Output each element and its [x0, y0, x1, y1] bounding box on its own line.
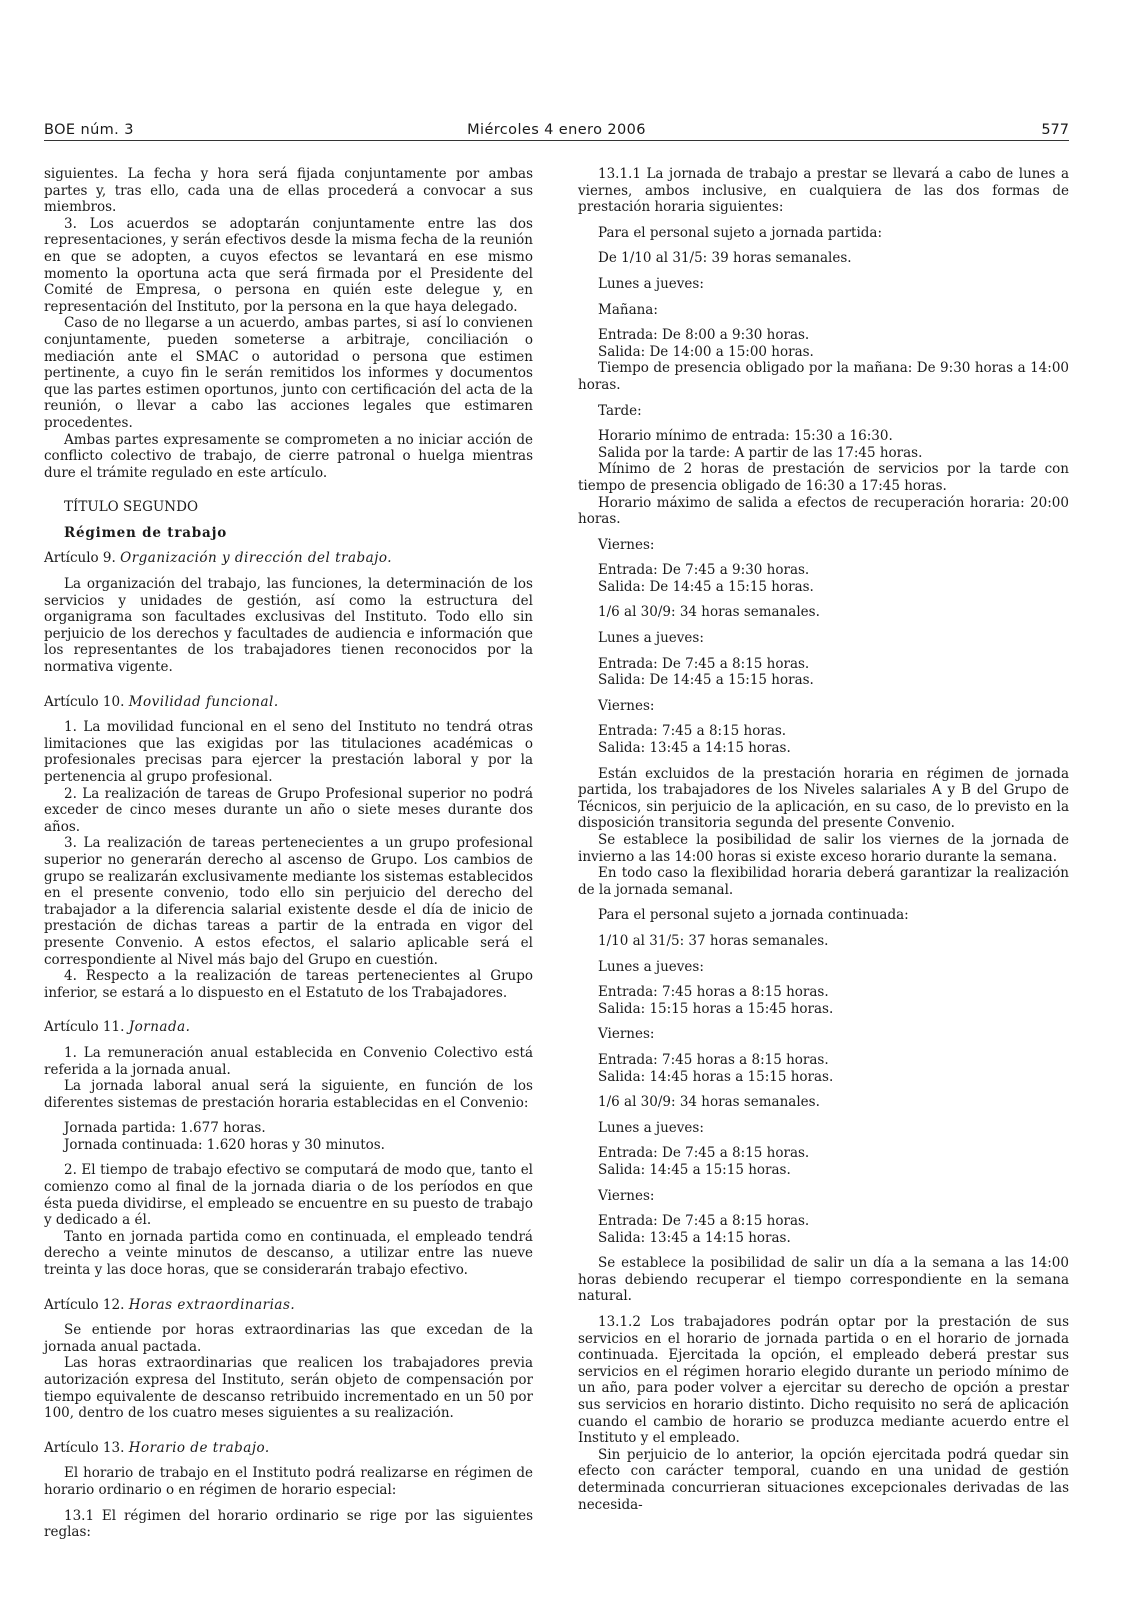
- article-label: Artículo 12.: [44, 1296, 125, 1313]
- list-line: Horario mínimo de entrada: 15:30 a 16:30.: [598, 428, 893, 445]
- paragraph: Se entiende por horas extraordinarias las que excedan de la jornada anual pactada.: [44, 1322, 533, 1355]
- paragraph: 1. La movilidad funcional en el seno del Instituto no tendrá otras limitaciones que las exigidas por las titulaciones académicas o profesionales precisas para ejercer la prestación laboral y por la pertenencia al grupo profesional.: [44, 719, 533, 785]
- header-page-number: 577: [1041, 122, 1069, 138]
- paragraph: El horario de trabajo en el Instituto podrá realizarse en régimen de horario ordinario o en régimen de horario especial:: [44, 1465, 533, 1498]
- paragraph: Están excluidos de la prestación horaria en régimen de jornada partida, los trabajadores de los Niveles salariales A y B del Grupo de Técnicos, sin perjuicio de la aplicación, en su caso, de lo previsto en la disposición transitoria segunda del presente Convenio.: [578, 765, 1069, 832]
- article-title: Organización y dirección del trabajo.: [120, 550, 393, 567]
- list-line: Entrada: De 7:45 a 8:15 horas.: [598, 655, 810, 672]
- paragraph: Ambas partes expresamente se comprometen a no iniciar acción de conflicto colectivo de trabajo, de cierre patronal o huelga mientras dure el trámite regulado en este artículo.: [44, 431, 533, 481]
- paragraph: Caso de no llegarse a un acuerdo, ambas partes, si así lo convienen conjuntamente, pueden someterse a arbitraje, conciliación o mediación ante el SMAC o autoridad o persona que estimen pertinente, a cuyo fin le serán remitidos los informes y documentos que las partes estimen oportunos, junto con certificación del acta de la reunión, o llevar a cabo las acciones legales que estimaren procedentes.: [44, 315, 533, 431]
- list-line: Salida: De 14:45 a 15:15 horas.: [598, 672, 814, 689]
- list-line: Tarde:: [598, 402, 642, 419]
- article-title: Horario de trabajo.: [128, 1439, 270, 1456]
- list-line: Salida: 14:45 a 15:15 horas.: [598, 1161, 791, 1178]
- paragraph: 13.1.2 Los trabajadores podrán optar por la prestación de sus servicios en el horario de jornada partida o en el horario de jornada continuada. Ejercitada la opción, el empleado deberá prestar sus servicios en el régimen horario elegido durante un periodo mínimo de un año, para poder volver a ejercitar su derecho de opción a prestar sus servicios en horario distinto. Dicho requisito no será de aplicación cuando el cambio de horario se produzca mediante acuerdo entre el Instituto y el empleado.: [578, 1314, 1069, 1447]
- paragraph: Las horas extraordinarias que realicen los trabajadores previa autorización expresa del Instituto, serán objeto de compensación por tiempo equivalente de descanso retribuido incrementado en un 50 por 100, dentro de los cuatro meses siguientes a su realización.: [44, 1355, 533, 1422]
- article-heading: [44, 1297, 533, 1314]
- list-line: Jornada continuada: 1.620 horas y 30 minutos.: [64, 1136, 385, 1153]
- article-heading: [44, 1019, 533, 1036]
- list-line: Viernes:: [598, 697, 655, 714]
- paragraph: 2. El tiempo de trabajo efectivo se computará de modo que, tanto el comienzo como al final de la jornada diaria o de los períodos en que ésta pueda dividirse, el empleado se encuentre en su puesto de trabajo y dedicado a él.: [44, 1162, 533, 1229]
- section-subtitle: Régimen de trabajo: [64, 524, 228, 541]
- list-line: Entrada: De 7:45 a 9:30 horas.: [598, 562, 810, 579]
- list-line: Entrada: 7:45 horas a 8:15 horas.: [598, 984, 829, 1001]
- list-line: Entrada: De 7:45 a 8:15 horas.: [598, 1213, 810, 1230]
- paragraph: 3. Los acuerdos se adoptarán conjuntamente entre las dos representaciones, y serán efectivos desde la misma fecha de la reunión en que se adopten, a cuyos efectos se levantará en ese mismo momento la oportuna acta que será firmada por el Presidente del Comité de Empresa, o persona en quién este delegue y, en representación del Instituto, por la persona en la que haya delegado.: [44, 215, 533, 315]
- section-title: TÍTULO SEGUNDO: [64, 499, 199, 516]
- article-title: Horas extraordinarias.: [128, 1296, 296, 1313]
- list-line: Entrada: 7:45 horas a 8:15 horas.: [598, 1051, 829, 1068]
- list-line: Jornada partida: 1.677 horas.: [64, 1120, 266, 1137]
- paragraph: Mínimo de 2 horas de prestación de servicios por la tarde con tiempo de presencia obligado de 16:30 a 17:45 horas.: [578, 461, 1069, 494]
- paragraph: 13.1.1 La jornada de trabajo a prestar se llevará a cabo de lunes a viernes, ambos inclusive, en cualquiera de las dos formas de prestación horaria siguientes:: [578, 166, 1069, 216]
- list-line: Mañana:: [598, 301, 658, 318]
- paragraph: En todo caso la flexibilidad horaria deberá garantizar la realización de la jornada semanal.: [578, 865, 1069, 898]
- list-line: Salida: 13:45 a 14:15 horas.: [598, 1229, 791, 1246]
- paragraph: 2. La realización de tareas de Grupo Profesional superior no podrá exceder de cinco meses durante un año o siete meses durante dos años.: [44, 785, 533, 835]
- list-line: Salida: De 14:45 a 15:15 horas.: [598, 578, 814, 595]
- list-line: 1/6 al 30/9: 34 horas semanales.: [598, 604, 820, 621]
- article-title: Jornada.: [128, 1019, 191, 1036]
- list-line: Lunes a jueves:: [598, 958, 704, 975]
- list-line: 1/6 al 30/9: 34 horas semanales.: [598, 1094, 820, 1111]
- right-column: [578, 166, 1069, 1513]
- article-heading: [44, 550, 533, 567]
- list-line: Entrada: De 7:45 a 8:15 horas.: [598, 1145, 810, 1162]
- list-line: Lunes a jueves:: [598, 1119, 704, 1136]
- list-line: Viernes:: [598, 536, 655, 553]
- paragraph: 4. Respecto a la realización de tareas pertenecientes al Grupo inferior, se estará a lo dispuesto en el Estatuto de los Trabajadores.: [44, 968, 533, 1001]
- header-rule: [44, 140, 1069, 141]
- list-line: Viernes:: [598, 1187, 655, 1204]
- list-line: Para el personal sujeto a jornada continuada:: [598, 907, 909, 924]
- page-header: [44, 122, 1069, 142]
- left-column: [44, 166, 533, 1541]
- article-label: Artículo 13.: [44, 1439, 125, 1456]
- paragraph: Horario máximo de salida a efectos de recuperación horaria: 20:00 horas.: [578, 494, 1069, 528]
- list-line: Salida: 14:45 horas a 15:15 horas.: [598, 1068, 834, 1085]
- article-heading: [44, 694, 533, 711]
- paragraph: 3. La realización de tareas pertenecientes a un grupo profesional superior no generarán derecho al ascenso de Grupo. Los cambios de grupo se realizarán exclusivamente mediante los sistemas establecidos en el presente convenio, todo ello sin perjuicio del derecho del trabajador a la diferencia salarial existente desde el día de inicio de prestación de dichas tareas a partir de la entrada en vigor del presente Convenio. A estos efectos, el salario aplicable será el correspondiente al Nivel más bajo del Grupo en cuestión.: [44, 835, 533, 968]
- list-line: Para el personal sujeto a jornada partida:: [598, 224, 883, 241]
- article-title: Movilidad funcional.: [128, 693, 279, 710]
- paragraph: La organización del trabajo, las funciones, la determinación de los servicios y unidades de gestión, así como la estructura del organigrama son facultades exclusivas del Instituto. Todo ello sin perjuicio de los derechos y facultades de audiencia e información que los representantes de los trabajadores tienen reconocidos por la normativa vigente.: [44, 576, 533, 676]
- article-label: Artículo 11.: [44, 1019, 125, 1036]
- paragraph: Sin perjuicio de lo anterior, la opción ejercitada podrá quedar sin efecto con carácter temporal, cuando en una unidad de gestión determinada concurrieran situaciones excepcionales derivadas de las necesida-: [578, 1446, 1069, 1513]
- list-line: Salida por la tarde: A partir de las 17:45 horas.: [598, 444, 923, 461]
- paragraph: Tanto en jornada partida como en continuada, el empleado tendrá derecho a veinte minutos de descanso, a utilizar entre las nueve treinta y las doce horas, que se considerarán trabajo efectivo.: [44, 1228, 533, 1279]
- paragraph: Tiempo de presencia obligado por la mañana: De 9:30 horas a 14:00 horas.: [578, 360, 1069, 393]
- paragraph: Se establece la posibilidad de salir los viernes de la jornada de invierno a las 14:00 horas si existe exceso horario durante la semana.: [578, 832, 1069, 865]
- header-date: Miércoles 4 enero 2006: [467, 122, 646, 138]
- list-line: Entrada: 7:45 a 8:15 horas.: [598, 723, 787, 740]
- header-publication: BOE núm. 3: [44, 122, 134, 138]
- list-line: 1/10 al 31/5: 37 horas semanales.: [598, 932, 829, 949]
- list-line: Entrada: De 8:00 a 9:30 horas.: [598, 327, 810, 344]
- list-line: Lunes a jueves:: [598, 275, 704, 292]
- paragraph: 13.1 El régimen del horario ordinario se rige por las siguientes reglas:: [44, 1507, 533, 1541]
- paragraph: Se establece la posibilidad de salir un día a la semana a las 14:00 horas debiendo recuperar el tiempo correspondiente en la semana natural.: [578, 1255, 1069, 1305]
- paragraph: 1. La remuneración anual establecida en Convenio Colectivo está referida a la jornada anual.: [44, 1044, 533, 1078]
- article-heading: [44, 1440, 533, 1457]
- paragraph: siguientes. La fecha y hora será fijada conjuntamente por ambas partes y, tras ello, cada una de ellas procederá a convocar a sus miembros.: [44, 166, 533, 216]
- list-line: Lunes a jueves:: [598, 630, 704, 647]
- list-line: De 1/10 al 31/5: 39 horas semanales.: [598, 250, 852, 267]
- list-line: Salida: 13:45 a 14:15 horas.: [598, 740, 791, 757]
- list-line: Salida: De 14:00 a 15:00 horas.: [598, 343, 814, 360]
- paragraph: La jornada laboral anual será la siguiente, en función de los diferentes sistemas de prestación horaria establecidas en el Convenio:: [44, 1078, 533, 1111]
- article-label: Artículo 10.: [44, 693, 125, 710]
- list-line: Viernes:: [598, 1026, 655, 1043]
- article-label: Artículo 9.: [44, 550, 116, 567]
- list-line: Salida: 15:15 horas a 15:45 horas.: [598, 1000, 834, 1017]
